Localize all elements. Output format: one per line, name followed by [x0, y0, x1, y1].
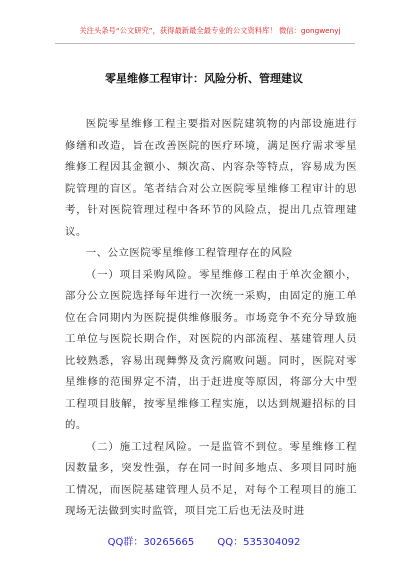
paragraph-intro: 医院零星维修工程主要指对医院建筑物的内部设施进行修缮和改造，旨在改善医院的医疗环境，满足医疗需求零星维修工程因其金额小、频次高、内容杂等特点，容易成为医院管理的盲区。笔者结合对公立医院零星维修工程审计的思考，针对医院管理过程中各环节的风险点，提出几点管理建议。 — [65, 118, 357, 238]
footer-qq-group: QQ群：30265665 — [107, 537, 195, 548]
section-heading: 一、公立医院零星维修工程管理存在的风险 — [85, 247, 293, 259]
paragraph-construction-risk: （二）施工过程风险。一是监管不到位。零星维修工程因数量多，突发性强，存在同一时间多地点、多项目同时施工情况，而医院基建管理人员不足，对每个工程项目的施工现场无法做到实时监管，项目完工后也无法及时进 — [65, 440, 357, 517]
document-body — [65, 114, 357, 523]
header-notice: 关注头条号“公文研究”，获得最新最全最专业的公文资料库！ 微信：gongwenyj — [79, 26, 341, 35]
document-title: 零星维修工程审计：风险分析、管理建议 — [105, 72, 303, 85]
paragraph-procurement-risk: （一）项目采购风险。零星维修工程由于单次金额小，部分公立医院选择每年进行一次统一采购，由固定的施工单位在合同期内为医院提供维修服务。市场竞争不充分导致施工单位与医院长期合作，对医院的内部流程、基建管理人员比较熟悉，容易出现舞弊及贪污腐败问题。同时，医院对零星维修的范围界定不清，出于赶进度等原因，将部分大中型工程项目肢解，按零星维修工程实施，以达到规避招标的目的。 — [65, 268, 357, 431]
footer-qq: QQ：535304092 — [217, 537, 301, 548]
footer-contact — [0, 533, 408, 548]
header-divider — [55, 43, 355, 44]
